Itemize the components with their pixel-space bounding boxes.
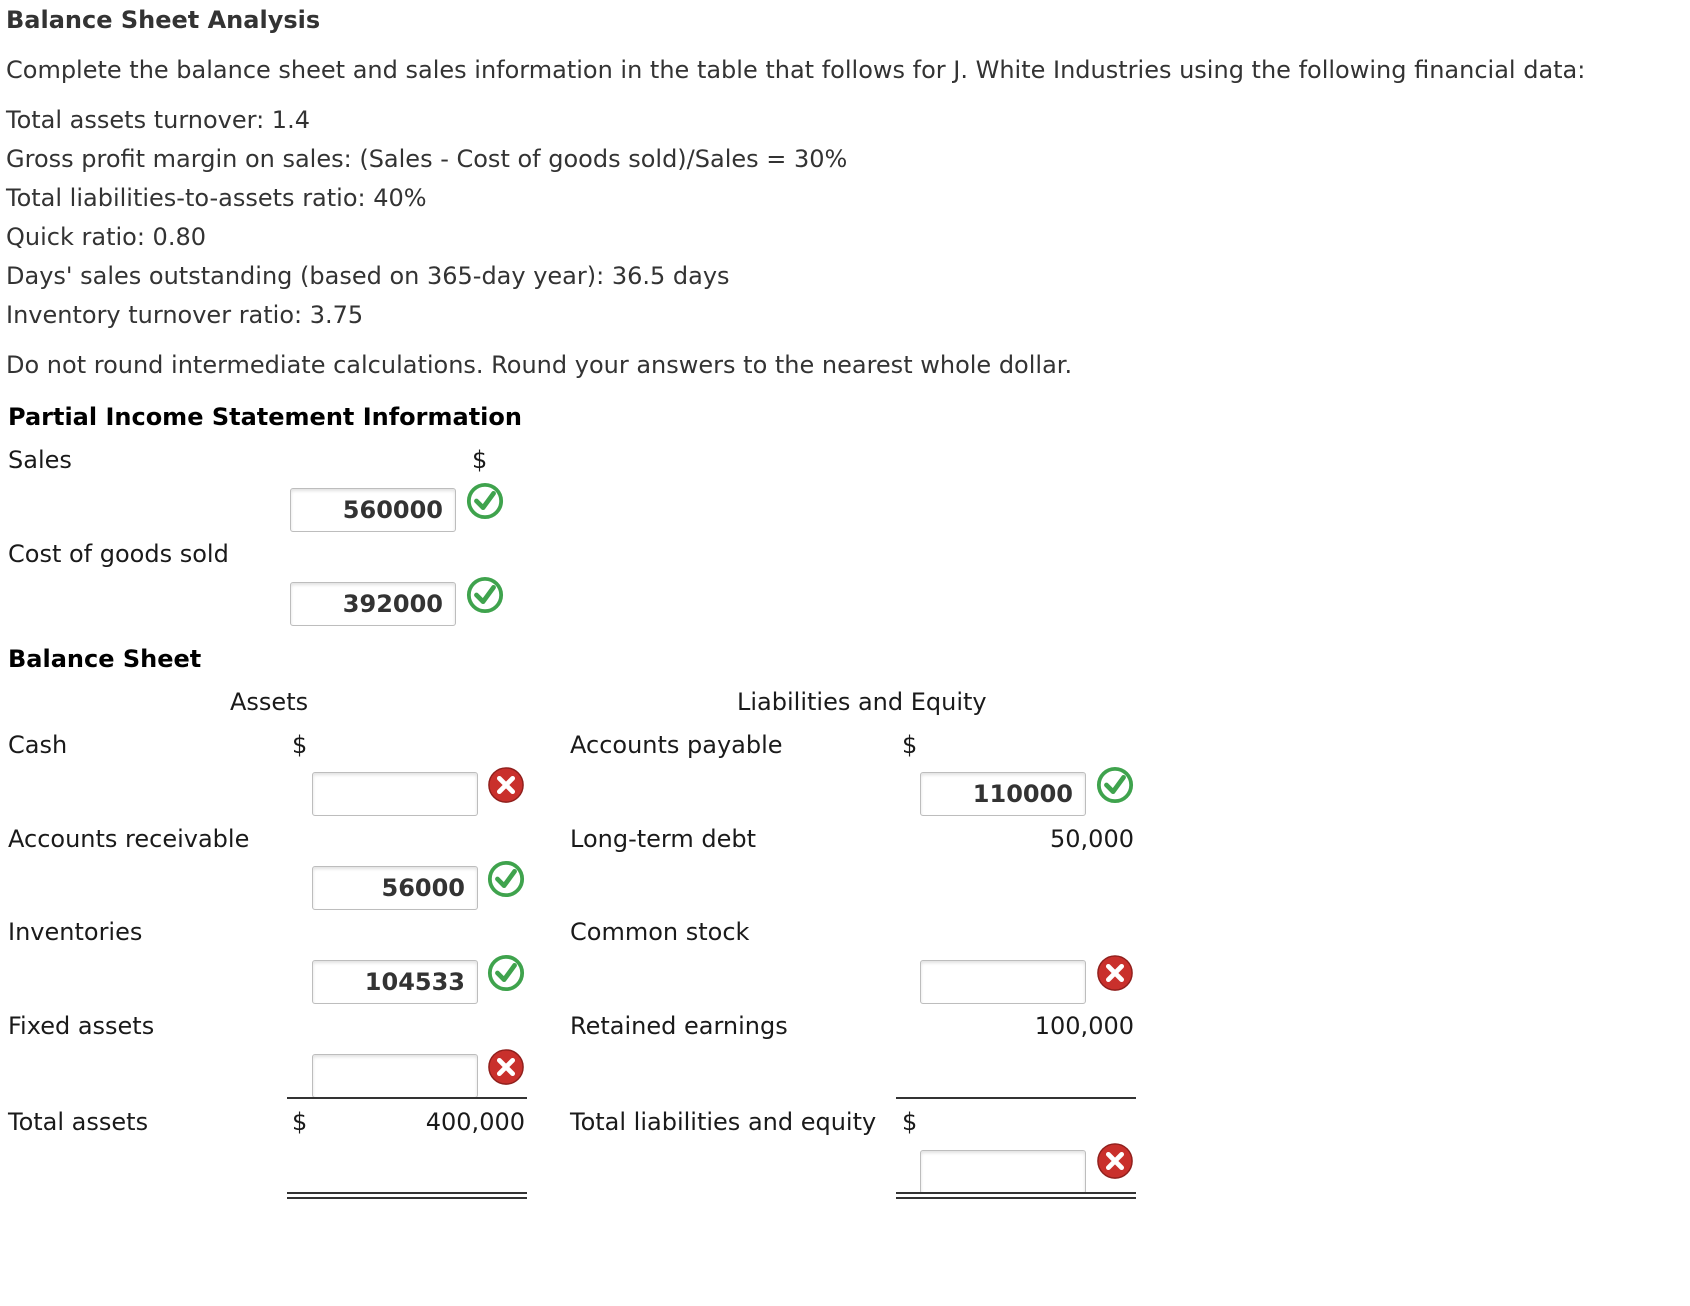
rounding-instruction: Do not round intermediate calculations. Round your answers to the nearest whole dollar. bbox=[6, 351, 1073, 379]
fact-gross-profit-margin: Gross profit margin on sales: (Sales - Cost of goods sold)/Sales = 30% bbox=[6, 145, 848, 173]
fact-asset-turnover: Total assets turnover: 1.4 bbox=[6, 106, 310, 134]
sales-label: Sales bbox=[8, 446, 72, 474]
total-assets-currency: $ bbox=[292, 1108, 308, 1136]
total-assets-label: Total assets bbox=[8, 1108, 149, 1136]
total-liabilities-equity-label: Total liabilities and equity bbox=[570, 1108, 877, 1136]
long-term-debt-label: Long-term debt bbox=[570, 825, 757, 853]
fact-dso: Days' sales outstanding (based on 365-day year): 36.5 days bbox=[6, 262, 730, 290]
check-circle-icon bbox=[487, 860, 525, 898]
total-assets-double-rule-top bbox=[287, 1192, 527, 1194]
accounts-payable-currency: $ bbox=[902, 731, 918, 759]
fact-inventory-turnover: Inventory turnover ratio: 3.75 bbox=[6, 301, 364, 329]
x-circle-icon bbox=[1096, 1142, 1134, 1180]
fixed-assets-input[interactable] bbox=[312, 1054, 478, 1098]
check-circle-icon bbox=[466, 482, 504, 520]
balance-sheet-title: Balance Sheet bbox=[8, 645, 202, 673]
cash-label: Cash bbox=[8, 731, 68, 759]
income-statement-title: Partial Income Statement Information bbox=[8, 403, 522, 431]
x-circle-icon bbox=[487, 766, 525, 804]
sales-currency: $ bbox=[472, 446, 488, 474]
inventories-label: Inventories bbox=[8, 918, 143, 946]
retained-earnings-label: Retained earnings bbox=[570, 1012, 788, 1040]
check-circle-icon bbox=[466, 576, 504, 614]
accounts-payable-label: Accounts payable bbox=[570, 731, 783, 759]
total-liabilities-equity-currency: $ bbox=[902, 1108, 918, 1136]
long-term-debt-value: 50,000 bbox=[1050, 825, 1134, 853]
x-circle-icon bbox=[1096, 954, 1134, 992]
cash-input[interactable] bbox=[312, 772, 478, 816]
x-circle-icon bbox=[487, 1048, 525, 1086]
total-liabilities-equity-input[interactable] bbox=[920, 1150, 1086, 1194]
total-assets-double-rule-bottom bbox=[287, 1197, 527, 1199]
check-circle-icon bbox=[487, 954, 525, 992]
accounts-receivable-input[interactable] bbox=[312, 866, 478, 910]
intro-text: Complete the balance sheet and sales information in the table that follows for J. White Industries using the following financial data: bbox=[6, 56, 1586, 84]
inventories-input[interactable] bbox=[312, 960, 478, 1004]
assets-subtotal-rule bbox=[287, 1097, 527, 1099]
liabilities-equity-header: Liabilities and Equity bbox=[737, 688, 987, 716]
common-stock-input[interactable] bbox=[920, 960, 1086, 1004]
cash-currency: $ bbox=[292, 731, 308, 759]
total-liabilities-double-rule-top bbox=[896, 1192, 1136, 1194]
assets-header: Assets bbox=[230, 688, 309, 716]
liabilities-subtotal-rule bbox=[896, 1097, 1136, 1099]
total-liabilities-double-rule-bottom bbox=[896, 1197, 1136, 1199]
fact-liabilities-ratio: Total liabilities-to-assets ratio: 40% bbox=[6, 184, 427, 212]
total-assets-value: 400,000 bbox=[425, 1108, 525, 1136]
common-stock-label: Common stock bbox=[570, 918, 750, 946]
cogs-label: Cost of goods sold bbox=[8, 540, 229, 568]
fact-quick-ratio: Quick ratio: 0.80 bbox=[6, 223, 206, 251]
fixed-assets-label: Fixed assets bbox=[8, 1012, 155, 1040]
sales-input[interactable] bbox=[290, 488, 456, 532]
page-title: Balance Sheet Analysis bbox=[6, 6, 321, 34]
accounts-payable-input[interactable] bbox=[920, 772, 1086, 816]
accounts-receivable-label: Accounts receivable bbox=[8, 825, 250, 853]
retained-earnings-value: 100,000 bbox=[1034, 1012, 1134, 1040]
cogs-input[interactable] bbox=[290, 582, 456, 626]
check-circle-icon bbox=[1096, 766, 1134, 804]
